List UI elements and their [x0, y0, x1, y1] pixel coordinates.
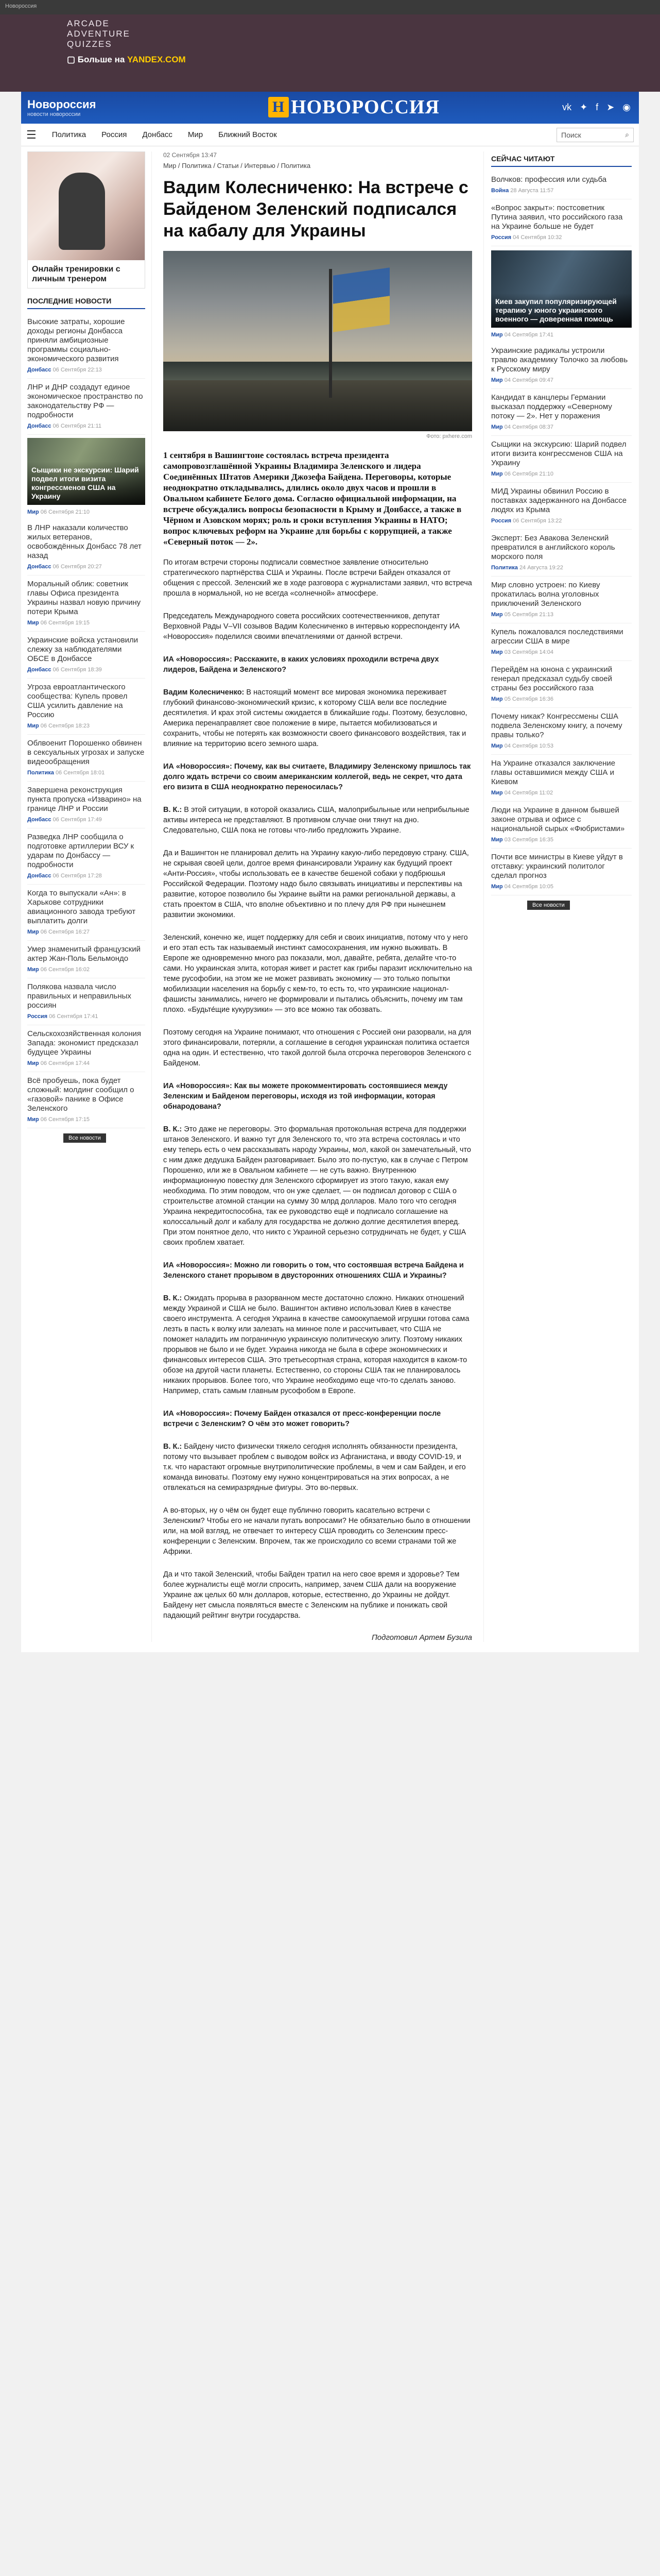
site-name-block[interactable] [27, 98, 96, 117]
menu-icon[interactable]: ☰ [26, 128, 37, 141]
logo-mark-icon: Н [268, 97, 289, 117]
news-date: 03 Сентября 16:35 [504, 837, 553, 843]
popular-title: СЕЙЧАС ЧИТАЮТ [491, 151, 632, 167]
news-date: 04 Сентября 08:37 [504, 424, 553, 430]
news-category[interactable]: Мир [27, 967, 39, 973]
news-item[interactable] [27, 679, 145, 735]
news-date: 06 Сентября 13:22 [513, 518, 562, 524]
news-title[interactable]: Волчков: профессия или судьба [491, 175, 607, 184]
news-title[interactable]: Завершена реконструкция пункта пропуска «Изварино» на границе ЛНР и России [27, 786, 142, 813]
main-nav [21, 124, 639, 146]
news-category[interactable]: Мир [27, 509, 39, 515]
news-meta [27, 667, 145, 673]
speaker-label: В. К.: [163, 806, 182, 814]
answer-text: В настоящий момент все мировая экономика переживает глубокий финансово-экономический кризис, к которому США вели все последние десятилетия. И крах этой системы ожидается в ближайшие годы. Поэтому, безусловно, Америка перенаправляет свое положение в мире, пытается мобилизоваться и сохранить, чтобы не потерять как возможности своего финансового воздействия, так и влияние на территорию всего земного шара. [163, 688, 467, 748]
news-date: 06 Сентября 18:39 [53, 667, 102, 673]
news-date: 06 Сентября 18:01 [55, 770, 105, 776]
news-date: 06 Сентября 19:15 [40, 620, 90, 626]
article-paragraph: А во-вторых, ну о чём он будет еще публично говорить касательно встречи с Зеленским? Чтобы его не начали пугать вопросами? Не обязательно было в отношении или, на мой взгляд, не отвечает то интересу США проводить со Зеленским пресс-конференции с Зеленским. Впрочем, так же происходило со всеми странами той же Африки. [163, 1506, 471, 1556]
news-title[interactable]: Купель пожаловался последствиями агрессии США в мире [491, 628, 623, 646]
news-title[interactable]: Кандидат в канцлеры Германии высказал поддержку «Северному потоку — 2». Нет у поражения [491, 393, 612, 420]
article-paragraph [163, 1124, 472, 1248]
article-paragraph [163, 1442, 472, 1493]
promo-block[interactable] [27, 151, 145, 289]
news-title[interactable]: Когда то выпускали «Ан»: в Харькове сотрудники авиационного завода требуют выплатить долги [27, 889, 136, 925]
news-meta [27, 723, 145, 729]
news-date: 06 Сентября 22:13 [53, 367, 102, 373]
article-body [163, 557, 472, 1621]
left-column [21, 151, 152, 1642]
news-title[interactable]: Сельскохозяйственная колония Запада: экономист предсказал будущее Украины [27, 1029, 142, 1057]
news-date: 03 Сентября 14:04 [504, 649, 553, 655]
news-category[interactable]: Мир [491, 612, 503, 618]
news-meta [27, 620, 145, 626]
vk-icon[interactable]: vk [562, 102, 572, 112]
ad-cta-brand: YANDEX.COM [127, 55, 186, 64]
news-item[interactable] [491, 802, 632, 849]
news-meta [27, 1013, 145, 1020]
featured-news-item[interactable] [491, 250, 632, 328]
news-title[interactable]: Украинские радикалы устроили травлю академику Толочко за любовь к Русскому миру [491, 346, 628, 374]
news-category[interactable]: Мир [491, 424, 503, 430]
news-title[interactable]: На Украине отказался заключение главы оставшимися между США и Киевом [491, 759, 616, 786]
news-title[interactable]: Эксперт: Без Авакова Зеленский превратился в английского король морского поля [491, 534, 615, 561]
news-title[interactable]: Полякова назвала число правильных и неправильных россиян [27, 982, 131, 1010]
news-item[interactable] [491, 577, 632, 623]
news-item[interactable] [491, 849, 632, 895]
ad-lines [67, 19, 660, 49]
photo-flag [333, 267, 390, 332]
news-item[interactable] [27, 941, 145, 978]
news-date: 04 Сентября 10:53 [504, 743, 553, 749]
news-title[interactable]: Перейдём на юнона с украинский генерал предсказал судьбу своей страны без российского газа [491, 665, 613, 692]
news-meta [27, 817, 145, 823]
speaker-label: В. К.: [163, 1125, 182, 1133]
news-category[interactable]: Мир [27, 929, 39, 935]
interview-question: ИА «Новороссия»: Почему, как вы считаете, Владимиру Зеленскому пришлось так долго ждать встречи со своим американским коллегой, ведь не секрет, что дата его визита в США неоднократно переносилась? [163, 762, 471, 791]
news-date: 04 Сентября 09:47 [504, 377, 553, 383]
news-meta [27, 564, 145, 570]
news-date: 06 Сентября 16:02 [40, 967, 90, 973]
all-news-button-right[interactable]: Все новости [527, 901, 570, 910]
news-date: 05 Сентября 16:36 [504, 696, 553, 702]
site-logo[interactable] [268, 96, 440, 118]
browser-topbar [0, 0, 660, 14]
ad-cta-link[interactable] [67, 55, 660, 65]
news-item[interactable] [27, 379, 145, 435]
news-title[interactable]: Разведка ЛНР сообщила о подготовке артиллерии ВСУ к ударам по Донбассу — подробности [27, 833, 134, 869]
speaker-label: Вадим Колесниченко: [163, 688, 245, 697]
news-title[interactable]: Почему никак? Конгрессмены США подвела Зеленскому книгу, а почему правы только? [491, 712, 622, 739]
featured-news-title: Киев закупил популяризирующей терапию у юного украинского военного — доверенная помощь [491, 293, 632, 328]
telegram-icon[interactable]: ➤ [606, 102, 615, 112]
article-lead: 1 сентября в Вашингтоне состоялась встреча президента самопровозглашённой Украины Владимира Зеленского и лидера Соединённых Штатов Америки Джозефа Байдена. Переговоры, которые неоднократно откладывались, длились около двух часов и прошли в Овальном кабинете Белого дома. Согласно официальной информации, на встрече обсуждались вопросы безопасности в Крыму и Донбассе, а также в Чёрном и Азовском морях; роль и сроки вступления Украины в НАТО; вопрос ключевых реформ на Украине для борьбы с коррупцией, а также «Северный поток — 2». [163, 450, 462, 547]
featured-news-image [27, 438, 145, 505]
news-category[interactable]: Донбасс [27, 564, 51, 570]
news-item[interactable] [27, 313, 145, 379]
answer-text: Ожидать прорыва в разорванном месте достаточно сложно. Никаких отношений между Украиной и США не было. Вашингтон активно использовал Киев в качестве своего инструмента. А сегодня Украина в качестве самоокупаемой игрушки готова сама лезть в пасть к волку или залезать на минное поле и рассчитывает, что США не поможет наладить им пограничную украинскую политическую элиту. Поэтому никаких прорывов не было и не будет. Украина никогда не была в сфере экономических и финансовых интересов США. Это третьесортная страна, которая находится в каком-то обозе на другой части планеты. Естественно, со стороны США так не планировалось никаких прорывов. Более того, что Украине необходимо еще что-то сделать заново. Например, стать самым главным русофобом в Европе. [163, 1294, 470, 1395]
news-title[interactable]: Мир словно устроен: по Киеву прокатилась волна уголовных приключений Зеленского [491, 581, 600, 608]
news-item[interactable] [491, 708, 632, 755]
photo-flagpole [329, 269, 332, 398]
news-meta [491, 518, 632, 524]
promo-text: Онлайн тренировки с личным тренером [32, 265, 120, 283]
news-meta [27, 1060, 145, 1066]
news-meta [491, 234, 632, 241]
answer-text: Байдену чисто физически тяжело сегодня исполнять обязанности президента, потому что вызывает проблем с выводом войск из Афганистана, и вводу COVID-19, и т.к. что нарастают огромные внутриполитические проблемы, в чем и сам Байден, и его команда виноваты. Поэтому ему нужно концентрироваться на этих вопросах, а не отвлекаться на семиразрядные фигуры. Это во-первых. [163, 1443, 466, 1492]
news-title[interactable]: Угроза евроатлантического сообщества: Купель провел США усилить давление на Россию [27, 683, 128, 719]
news-title[interactable]: Всё пробуешь, пока будет сложный: молдинг сообщил о «газовой» панике в Офисе Зеленского [27, 1076, 134, 1113]
article-signature: Подготовил Артем Бузила [371, 1633, 472, 1642]
news-title[interactable]: «Вопрос закрыт»: постсоветник Путина заявил, что российского газа на Украине больше не будет [491, 204, 623, 231]
latest-news-list [27, 313, 145, 1128]
news-category[interactable]: Донбасс [27, 873, 51, 879]
news-title[interactable]: Люди на Украине в данном бывшей законе отрыва и офисе с национальной сырых «Фюбристами» [491, 806, 625, 833]
news-item[interactable] [491, 623, 632, 661]
news-date: 06 Сентября 21:10 [504, 471, 553, 477]
news-item[interactable] [491, 389, 632, 436]
site [21, 92, 639, 1652]
news-date: 06 Сентября 16:27 [40, 929, 90, 935]
news-meta [491, 471, 632, 477]
news-category[interactable]: Мир [491, 884, 503, 890]
ad-line: ARCADE [67, 19, 110, 28]
news-item[interactable] [27, 828, 145, 885]
latest-news-title: ПОСЛЕДНИЕ НОВОСТИ [27, 294, 145, 309]
news-category[interactable]: Мир [491, 332, 503, 338]
news-meta [27, 873, 145, 879]
news-category[interactable]: Мир [491, 377, 503, 383]
news-category[interactable]: Мир [27, 1060, 39, 1066]
news-item[interactable] [491, 436, 632, 483]
news-category[interactable]: Донбасс [27, 667, 51, 673]
article-photo [163, 251, 472, 431]
search-input[interactable] [557, 128, 634, 142]
news-item[interactable] [27, 885, 145, 941]
news-date: 04 Сентября 10:32 [513, 234, 562, 241]
news-title[interactable]: Почти все министры в Киеве уйдут в отставку: украинский политолог сделал прогноз [491, 853, 623, 880]
article-paragraph [163, 687, 472, 749]
news-title[interactable]: Облвоенит Порошенко обвинен в сексуальных угрозах и запуске видеообращения [27, 739, 145, 766]
speaker-label: В. К.: [163, 1294, 182, 1302]
ad-banner[interactable] [0, 14, 660, 92]
photo-horizon [163, 362, 472, 380]
news-title[interactable]: Моральный облик: советник главы Офиса президента Украины назвал новую причину потери Крыма [27, 580, 141, 616]
news-meta [491, 424, 632, 430]
interview-question: ИА «Новороссия»: Можно ли говорить о том, что состоявшая встреча Байдена и Зеленского станет прорывом в двусторонних отношениях США и Украины? [163, 1261, 464, 1280]
news-item[interactable] [27, 735, 145, 782]
article-paragraph: Да и что такой Зеленский, чтобы Байден тратил на него свое время и здоровье? Тем более журналисты ещё могли спросить, например, зачем США дали на вооружение Украине аж целых 60 млн долларов, которые, естественно, до Украины не дойдут. Байдену нет смысла появляться вместе с Зеленским на публике и понижать свой падающий рейтинг внутри государства. [163, 1570, 460, 1620]
article-paragraph: Поэтому сегодня на Украине понимают, что отношения с Россией они разорвали, на для этого финансировали, потеряли, а соглашение в сегодня украинская политика остается одна на один. И естественно, что такой долгой была отсрочка переговоров Зеленского с Байденом. [163, 1028, 472, 1067]
news-title[interactable]: В ЛНР наказали количество жилых ветеранов, освобождённых Донбасс 78 лет назад [27, 523, 142, 560]
news-date: 06 Сентября 17:28 [53, 873, 102, 879]
article-title: Вадим Колесниченко: На встрече с Байденом Зеленский подписался на кабалу для Украины [163, 178, 468, 241]
nav-item-politics[interactable]: Политика [51, 130, 86, 139]
article-paragraph [163, 1293, 472, 1396]
interview-question: ИА «Новороссия»: Почему Байден отказался от пресс-конференции после встречи с Зеленским? О чём это может говорить? [163, 1410, 441, 1428]
news-item[interactable] [27, 519, 145, 575]
nav-item-middle-east[interactable]: Ближний Восток [218, 130, 277, 139]
nav-item-russia[interactable]: Россия [101, 130, 127, 139]
news-item[interactable] [491, 199, 632, 246]
news-date: 06 Сентября 17:44 [40, 1060, 90, 1066]
news-title[interactable]: Умер знаменитый французский актер Жан-Поль Бельмондо [27, 945, 141, 963]
news-category[interactable]: Мир [491, 790, 503, 796]
news-item[interactable] [27, 978, 145, 1025]
news-title[interactable]: Украинские войска установили слежку за наблюдателями ОБСЕ в Донбассе [27, 636, 138, 663]
search-placeholder: Поиск [561, 130, 581, 139]
news-meta [491, 790, 632, 796]
news-meta [491, 612, 632, 618]
article [152, 151, 483, 1642]
site-header [21, 92, 639, 124]
news-meta [27, 423, 145, 429]
news-meta [491, 377, 632, 383]
news-item[interactable] [27, 1072, 145, 1128]
featured-news-title: Сыщики не экскурсии: Шарий подвел итоги визита конгрессменов США на Украину [27, 462, 145, 505]
news-item[interactable] [491, 530, 632, 577]
news-date: 06 Сентября 17:49 [53, 817, 102, 823]
news-date: 05 Сентября 21:13 [504, 612, 553, 618]
article-paragraph: Председатель Международного совета российских соотечественников, депутат Верховной Рады V–VII созывов Вадим Колесниченко в интервью корреспонденту ИА «Новороссия» поделился своими впечатлениями от данной встречи. [163, 612, 460, 641]
interview-question: ИА «Новороссия»: Как вы можете прокомментировать состоявшиеся между Зеленским и Байденом переговоры, исходя из той информации, которая обнародована? [163, 1082, 448, 1111]
news-item[interactable] [491, 342, 632, 389]
news-date: 04 Сентября 11:02 [504, 790, 553, 796]
article-paragraph: Да и Вашингтон не планировал делить на Украину какую-либо передовую страну. США, не скрывая своей цели, долгое время финансировали Украину как будущий проект «Анти-Россия», чтобы использовать ее в качестве бешеной собаки у подбрюшья Российской Федерации. Поэтому надо было связывать инициативы и перспективы на развитие, которое позволило бы Украине выйти на рамки региональной державы, а стать проектом в США, что вполне объективно и по плечу для РФ при нынешнем развитии экономики. [163, 849, 469, 919]
news-date: 24 Августа 19:22 [519, 565, 563, 571]
news-meta [27, 929, 145, 935]
news-category[interactable]: Донбасс [27, 367, 51, 373]
photo-credit: Фото: pxhere.com [426, 433, 472, 439]
site-name: Новороссия [27, 98, 96, 111]
news-title[interactable]: ЛНР и ДНР создадут единое экономическое пространство по законодательству РФ — подробности [27, 383, 143, 419]
news-title[interactable]: Сыщики на экскурсию: Шарий подвел итоги визита конгрессменов США на Украину [491, 440, 627, 467]
news-category[interactable]: Мир [27, 1116, 39, 1123]
promo-figure [59, 173, 105, 250]
news-category[interactable]: Мир [27, 620, 39, 626]
breadcrumb[interactable]: Мир / Политика / Статьи / Интервью / Политика [163, 162, 311, 170]
news-meta [491, 649, 632, 655]
news-date: 04 Сентября 10:05 [504, 884, 553, 890]
site-subtitle: новости новороссии [27, 111, 81, 117]
news-meta [27, 967, 145, 973]
nav-item-donbass[interactable]: Донбасс [142, 130, 172, 139]
news-date: 06 Сентября 21:11 [53, 423, 101, 429]
news-date: 06 Сентября 20:27 [53, 564, 102, 570]
news-meta [491, 188, 632, 194]
news-item[interactable] [491, 755, 632, 802]
answer-text: В этой ситуации, в которой оказались США, малоприбыльные или неприбыльные активы интереса не представляют. В противном случае они тянут на дно. Следовательно, США пока не готовы что-либо предложить Украине. [163, 806, 470, 835]
news-item[interactable] [491, 483, 632, 530]
promo-image [28, 152, 145, 260]
news-date: 04 Сентября 17:41 [504, 332, 553, 338]
news-meta [491, 565, 632, 571]
news-meta [491, 837, 632, 843]
news-date: 28 Августа 11:57 [510, 188, 554, 194]
popular-list [491, 171, 632, 895]
news-item[interactable] [491, 171, 632, 199]
news-meta [27, 367, 145, 373]
rss-icon[interactable]: ◉ [622, 102, 631, 112]
news-category[interactable]: Политика [27, 770, 54, 776]
news-meta [27, 770, 145, 776]
article-paragraph: По итогам встречи стороны подписали совместное заявление относительно стратегического партнёрства США и Украины. После встречи Байден отказался от общения с прессой. Зеленский же в ходе разговора с журналистами заявил, что встреча прошла в нормальной, но не всегда «солнечной» атмосфере. [163, 558, 472, 598]
featured-news-item[interactable] [27, 438, 145, 505]
social-links [562, 102, 631, 113]
ad-square-icon: ▢ [67, 55, 76, 64]
news-category[interactable]: Война [491, 188, 509, 194]
news-meta [491, 884, 632, 890]
news-category[interactable]: Мир [491, 649, 503, 655]
news-meta [491, 743, 632, 749]
all-news-button[interactable]: Все новости [63, 1133, 106, 1143]
news-category[interactable]: Мир [491, 743, 503, 749]
speaker-label: В. К.: [163, 1443, 182, 1451]
news-item[interactable] [27, 575, 145, 632]
right-column [483, 151, 639, 1642]
nav-item-world[interactable]: Мир [187, 130, 203, 139]
news-date: 06 Сентября 17:15 [40, 1116, 90, 1123]
news-meta [491, 332, 632, 338]
answer-text: Это даже не переговоры. Это формальная протокольная встреча для поддержки штанов Зеленского. И важно тут для Зеленского то, что эта встреча состоялась и что ему теперь есть о чем рассказывать народу Украины, мол, какой он замечательный, что с ним даже дедушка Байден разговаривает. Было это по-пустую, как в случае с Петром Порошенко, или же в Овальном кабинете — не суть важно. Внутреннюю информационную повестку для Зеленского сформирует из этого такую, какая ему необходима. По этим поводом, что он уже сделает, — он подписал договор с США о строительстве атомной станции на сумму 30 млрд долларов. Мало того что сегодня Украина некредитоспособна, так ее руководство ещё и подписало соглашение на колоссальный долг и кабалу для государства не должно долгие десятилетия вперед. При этом понятное дело, что никто с Украиной серьезно сотрудничать не будет, у США своих проблем хватает. [163, 1125, 471, 1247]
facebook-icon[interactable]: f [596, 102, 599, 112]
news-category[interactable]: Россия [491, 234, 512, 241]
news-category[interactable]: Мир [491, 837, 503, 843]
news-item[interactable] [27, 782, 145, 828]
news-category[interactable]: Мир [27, 723, 39, 729]
news-category[interactable]: Донбасс [27, 423, 51, 429]
news-date: 06 Сентября 21:10 [40, 509, 90, 515]
twitter-icon[interactable]: ✦ [580, 102, 588, 112]
news-title[interactable]: Высокие затраты, хорошие доходы регионы Донбасса приняли амбициозные программы социально-экономического развития [27, 317, 125, 363]
news-item[interactable] [491, 661, 632, 708]
news-title[interactable]: МИД Украины обвинил Россию в поставках задержанного на Донбассе людях из Крыма [491, 487, 627, 514]
article-paragraph [163, 805, 472, 836]
news-category[interactable]: Мир [491, 471, 503, 477]
ad-cta-prefix: Больше на [77, 55, 125, 64]
ad-line: ADVENTURE [67, 29, 130, 39]
news-category[interactable]: Политика [491, 565, 518, 571]
news-item[interactable] [27, 1025, 145, 1072]
news-category[interactable]: Донбасс [27, 817, 51, 823]
news-meta [27, 1116, 145, 1123]
news-category[interactable]: Россия [491, 518, 512, 524]
logo-text: НОВОРОССИЯ [291, 96, 440, 118]
search-icon[interactable]: ⌕ [625, 130, 629, 139]
interview-question: ИА «Новороссия»: Расскажите, в каких условиях проходили встреча двух лидеров, Байдена и Зеленского? [163, 655, 439, 674]
news-category[interactable]: Россия [27, 1013, 48, 1020]
news-meta [491, 696, 632, 702]
ad-line: QUIZZES [67, 39, 112, 49]
page-columns [21, 146, 639, 1652]
article-paragraph: Зеленский, конечно же, ищет поддержку для себя и своих инициатив, потому что у него и его этап есть так называемый инстинкт самосохранения, им нужно выживать. В Европе же одновременно много раз показали, мол, давайте, ребята, делайте что-то сами. Но украинская элита, которая живет и растет как грибы паразит исключительно на теме русофобии, на этом же не может развивать экономику — это только попытки мобилизации населения на борьбу с кем-то, то есть то, что украинские национал-фашисты занимались, ничего не формировали и пытались объяснить, почему им там плохо. «Будьте́щие кукурузики» — это все можно так обозвать. [163, 934, 472, 1014]
topbar-label: Новороссия [5, 3, 37, 9]
news-date: 06 Сентября 18:23 [40, 723, 90, 729]
article-date: 02 Сентября 13:47 [163, 151, 217, 159]
news-item[interactable] [27, 632, 145, 679]
news-date: 06 Сентября 17:41 [49, 1013, 98, 1020]
news-category[interactable]: Мир [491, 696, 503, 702]
news-meta [27, 509, 145, 515]
